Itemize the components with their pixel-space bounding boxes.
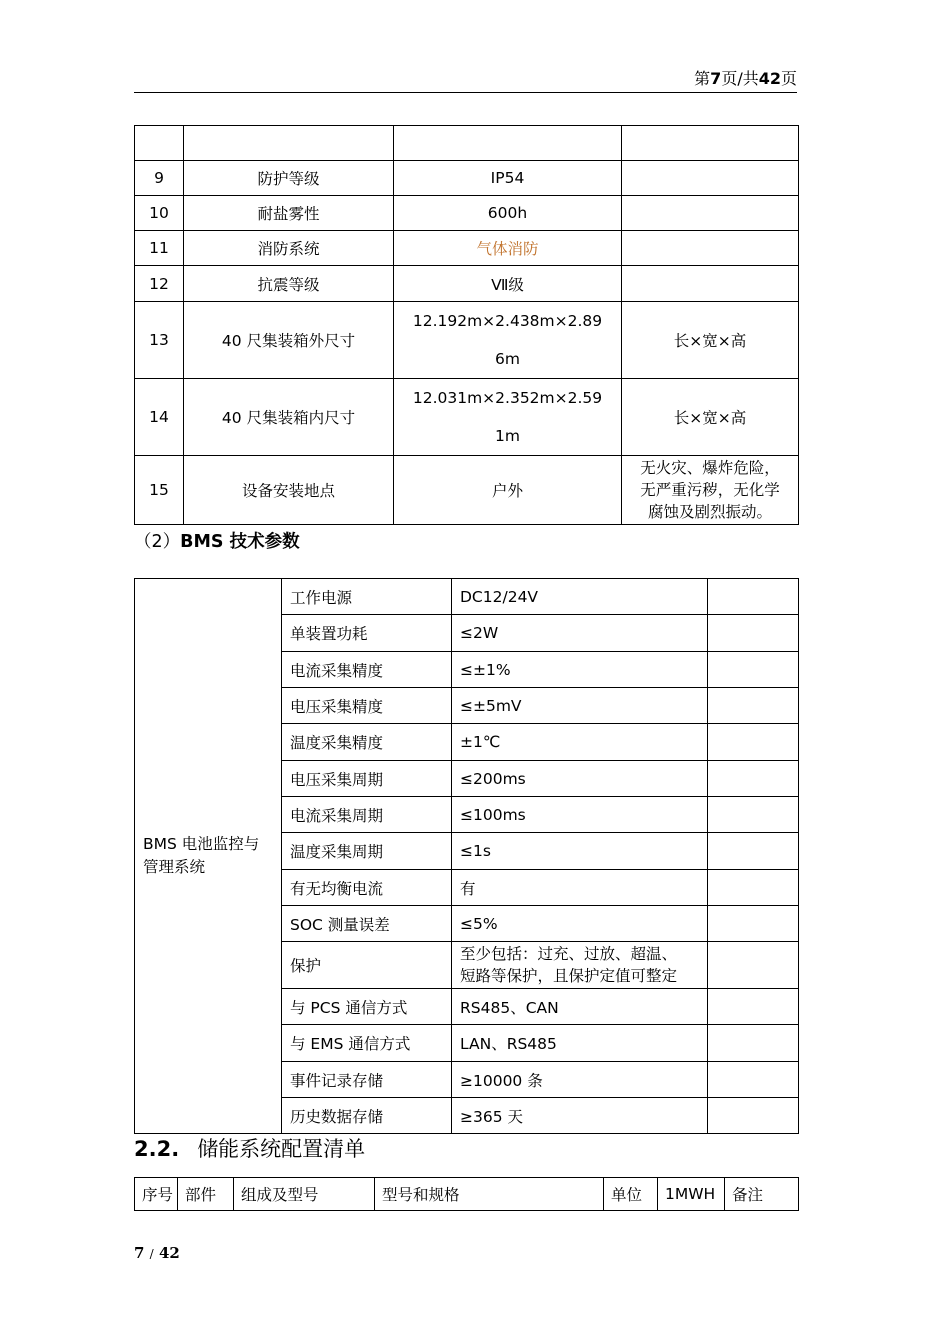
cell-param: 与 PCS 通信方式 <box>282 989 452 1025</box>
cell-item: 消防系统 <box>184 231 394 266</box>
cell-value: LAN、RS485 <box>452 1025 708 1062</box>
cell-param: 事件记录存储 <box>282 1062 452 1098</box>
cell-item: 耐盐雾性 <box>184 196 394 231</box>
table-row <box>135 161 799 196</box>
cell-item: 防护等级 <box>184 161 394 196</box>
cell-value: ±1℃ <box>452 724 708 761</box>
cell-note <box>622 266 799 302</box>
cell-value-line1: 12.192m×2.438m×2.89 <box>412 312 603 330</box>
header-cell-remark: 备注 <box>725 1178 799 1211</box>
cell-note <box>708 942 799 989</box>
footer-page: 7 <box>134 1244 145 1262</box>
cell-note <box>708 1062 799 1098</box>
bms-section-prefix: （2） <box>134 532 181 552</box>
config-section-heading <box>134 1133 365 1163</box>
cell-param: 电压采集精度 <box>282 688 452 724</box>
cell-note <box>708 652 799 688</box>
table-row <box>135 456 799 525</box>
table-row <box>135 302 799 379</box>
cell-note <box>708 1025 799 1062</box>
header-cell-quantity: 1MWH <box>658 1178 725 1211</box>
cell-value-line2: 短路等保护，且保护定值可整定 <box>460 967 678 985</box>
config-section-title: 储能系统配置清单 <box>197 1137 366 1161</box>
bms-section-title: BMS 技术参数 <box>180 532 300 552</box>
cell-value <box>452 942 708 989</box>
cell-value: 有 <box>452 870 708 906</box>
cell-value: ≤±1% <box>452 652 708 688</box>
cell-note <box>708 797 799 833</box>
cell-value: 600h <box>394 196 622 231</box>
system-name-line1: BMS 电池监控与 <box>143 835 260 853</box>
cell-no: 14 <box>135 379 184 456</box>
cell-no: 9 <box>135 161 184 196</box>
header-cell-spec: 型号和规格 <box>375 1178 604 1211</box>
header-total: 42 <box>758 69 781 88</box>
cell-no: 15 <box>135 456 184 525</box>
cell-param: 历史数据存储 <box>282 1098 452 1134</box>
cell-note-line1: 无火灾、爆炸危险， <box>640 459 780 477</box>
table-row <box>135 266 799 302</box>
cell-param: 电压采集周期 <box>282 761 452 797</box>
cell-value: ≤±5mV <box>452 688 708 724</box>
container-spec-table <box>134 125 799 525</box>
cell-note-line3: 腐蚀及剧烈振动。 <box>647 503 772 521</box>
footer-total: 42 <box>158 1244 180 1262</box>
cell-note <box>708 989 799 1025</box>
cell-value-line2: 6m <box>495 350 520 368</box>
header-suffix: 页 <box>780 69 797 88</box>
cell-param: 与 EMS 通信方式 <box>282 1025 452 1062</box>
cell-note <box>622 196 799 231</box>
page-header <box>134 68 797 93</box>
cell-value: 户外 <box>394 456 622 525</box>
cell-value-line2: 1m <box>495 427 520 445</box>
header-mid: 页/共 <box>721 69 759 88</box>
bms-parameter-table <box>134 578 799 1134</box>
cell-note <box>622 161 799 196</box>
header-page: 7 <box>710 69 722 88</box>
table-row <box>135 196 799 231</box>
system-name-cell <box>135 579 282 1134</box>
system-name-line2: 管理系统 <box>143 858 206 876</box>
cell-param: 温度采集精度 <box>282 724 452 761</box>
cell-value: ≤200ms <box>452 761 708 797</box>
cell-value: ≥10000 条 <box>452 1062 708 1098</box>
cell-value: ≤5% <box>452 906 708 942</box>
cell-value: ≥365 天 <box>452 1098 708 1134</box>
cell-value: Ⅶ级 <box>394 266 622 302</box>
cell-note <box>708 870 799 906</box>
cell-note <box>708 579 799 615</box>
cell-note <box>622 231 799 266</box>
bms-section-heading <box>134 528 300 553</box>
cell-note <box>622 456 799 525</box>
cell-value: RS485、CAN <box>452 989 708 1025</box>
cell-value: IP54 <box>394 161 622 196</box>
cell-note <box>708 724 799 761</box>
table-row <box>135 126 799 161</box>
cell-note-line2: 无严重污秽，无化学 <box>640 481 780 499</box>
cell-no: 10 <box>135 196 184 231</box>
cell-no <box>135 126 184 161</box>
cell-no: 11 <box>135 231 184 266</box>
footer-slash: / <box>149 1247 154 1261</box>
cell-item: 40 尺集装箱内尺寸 <box>184 379 394 456</box>
cell-note <box>708 833 799 870</box>
cell-value: 气体消防 <box>394 231 622 266</box>
cell-value <box>394 302 622 379</box>
config-list-table <box>134 1177 799 1211</box>
cell-param: 有无均衡电流 <box>282 870 452 906</box>
cell-no: 13 <box>135 302 184 379</box>
cell-item: 抗震等级 <box>184 266 394 302</box>
table-row <box>135 579 799 615</box>
cell-note: 长×宽×高 <box>622 302 799 379</box>
cell-param: 电流采集精度 <box>282 652 452 688</box>
cell-param: 单装置功耗 <box>282 615 452 652</box>
cell-value: ≤2W <box>452 615 708 652</box>
cell-item: 设备安装地点 <box>184 456 394 525</box>
header-cell-unit: 单位 <box>604 1178 658 1211</box>
cell-param: 工作电源 <box>282 579 452 615</box>
cell-value <box>394 126 622 161</box>
cell-value: ≤100ms <box>452 797 708 833</box>
cell-note <box>622 126 799 161</box>
cell-note <box>708 615 799 652</box>
cell-note: 长×宽×高 <box>622 379 799 456</box>
cell-no: 12 <box>135 266 184 302</box>
cell-item <box>184 126 394 161</box>
cell-value-line1: 12.031m×2.352m×2.59 <box>412 389 603 407</box>
table-row <box>135 231 799 266</box>
table-row <box>135 379 799 456</box>
header-cell-index: 序号 <box>135 1178 178 1211</box>
cell-value <box>394 379 622 456</box>
header-cell-component: 部件 <box>178 1178 234 1211</box>
cell-value: DC12/24V <box>452 579 708 615</box>
cell-note <box>708 1098 799 1134</box>
page-footer <box>134 1244 180 1262</box>
table-header-row <box>135 1178 799 1211</box>
cell-note <box>708 688 799 724</box>
cell-value-line1: 至少包括：过充、过放、超温、 <box>460 945 678 963</box>
cell-param: 保护 <box>282 942 452 989</box>
cell-param: 温度采集周期 <box>282 833 452 870</box>
cell-param: 电流采集周期 <box>282 797 452 833</box>
config-section-number: 2.2. <box>134 1137 180 1161</box>
cell-note <box>708 761 799 797</box>
cell-value: ≤1s <box>452 833 708 870</box>
header-prefix: 第 <box>694 69 711 88</box>
cell-param: SOC 测量误差 <box>282 906 452 942</box>
header-cell-composition: 组成及型号 <box>234 1178 375 1211</box>
cell-item: 40 尺集装箱外尺寸 <box>184 302 394 379</box>
cell-note <box>708 906 799 942</box>
